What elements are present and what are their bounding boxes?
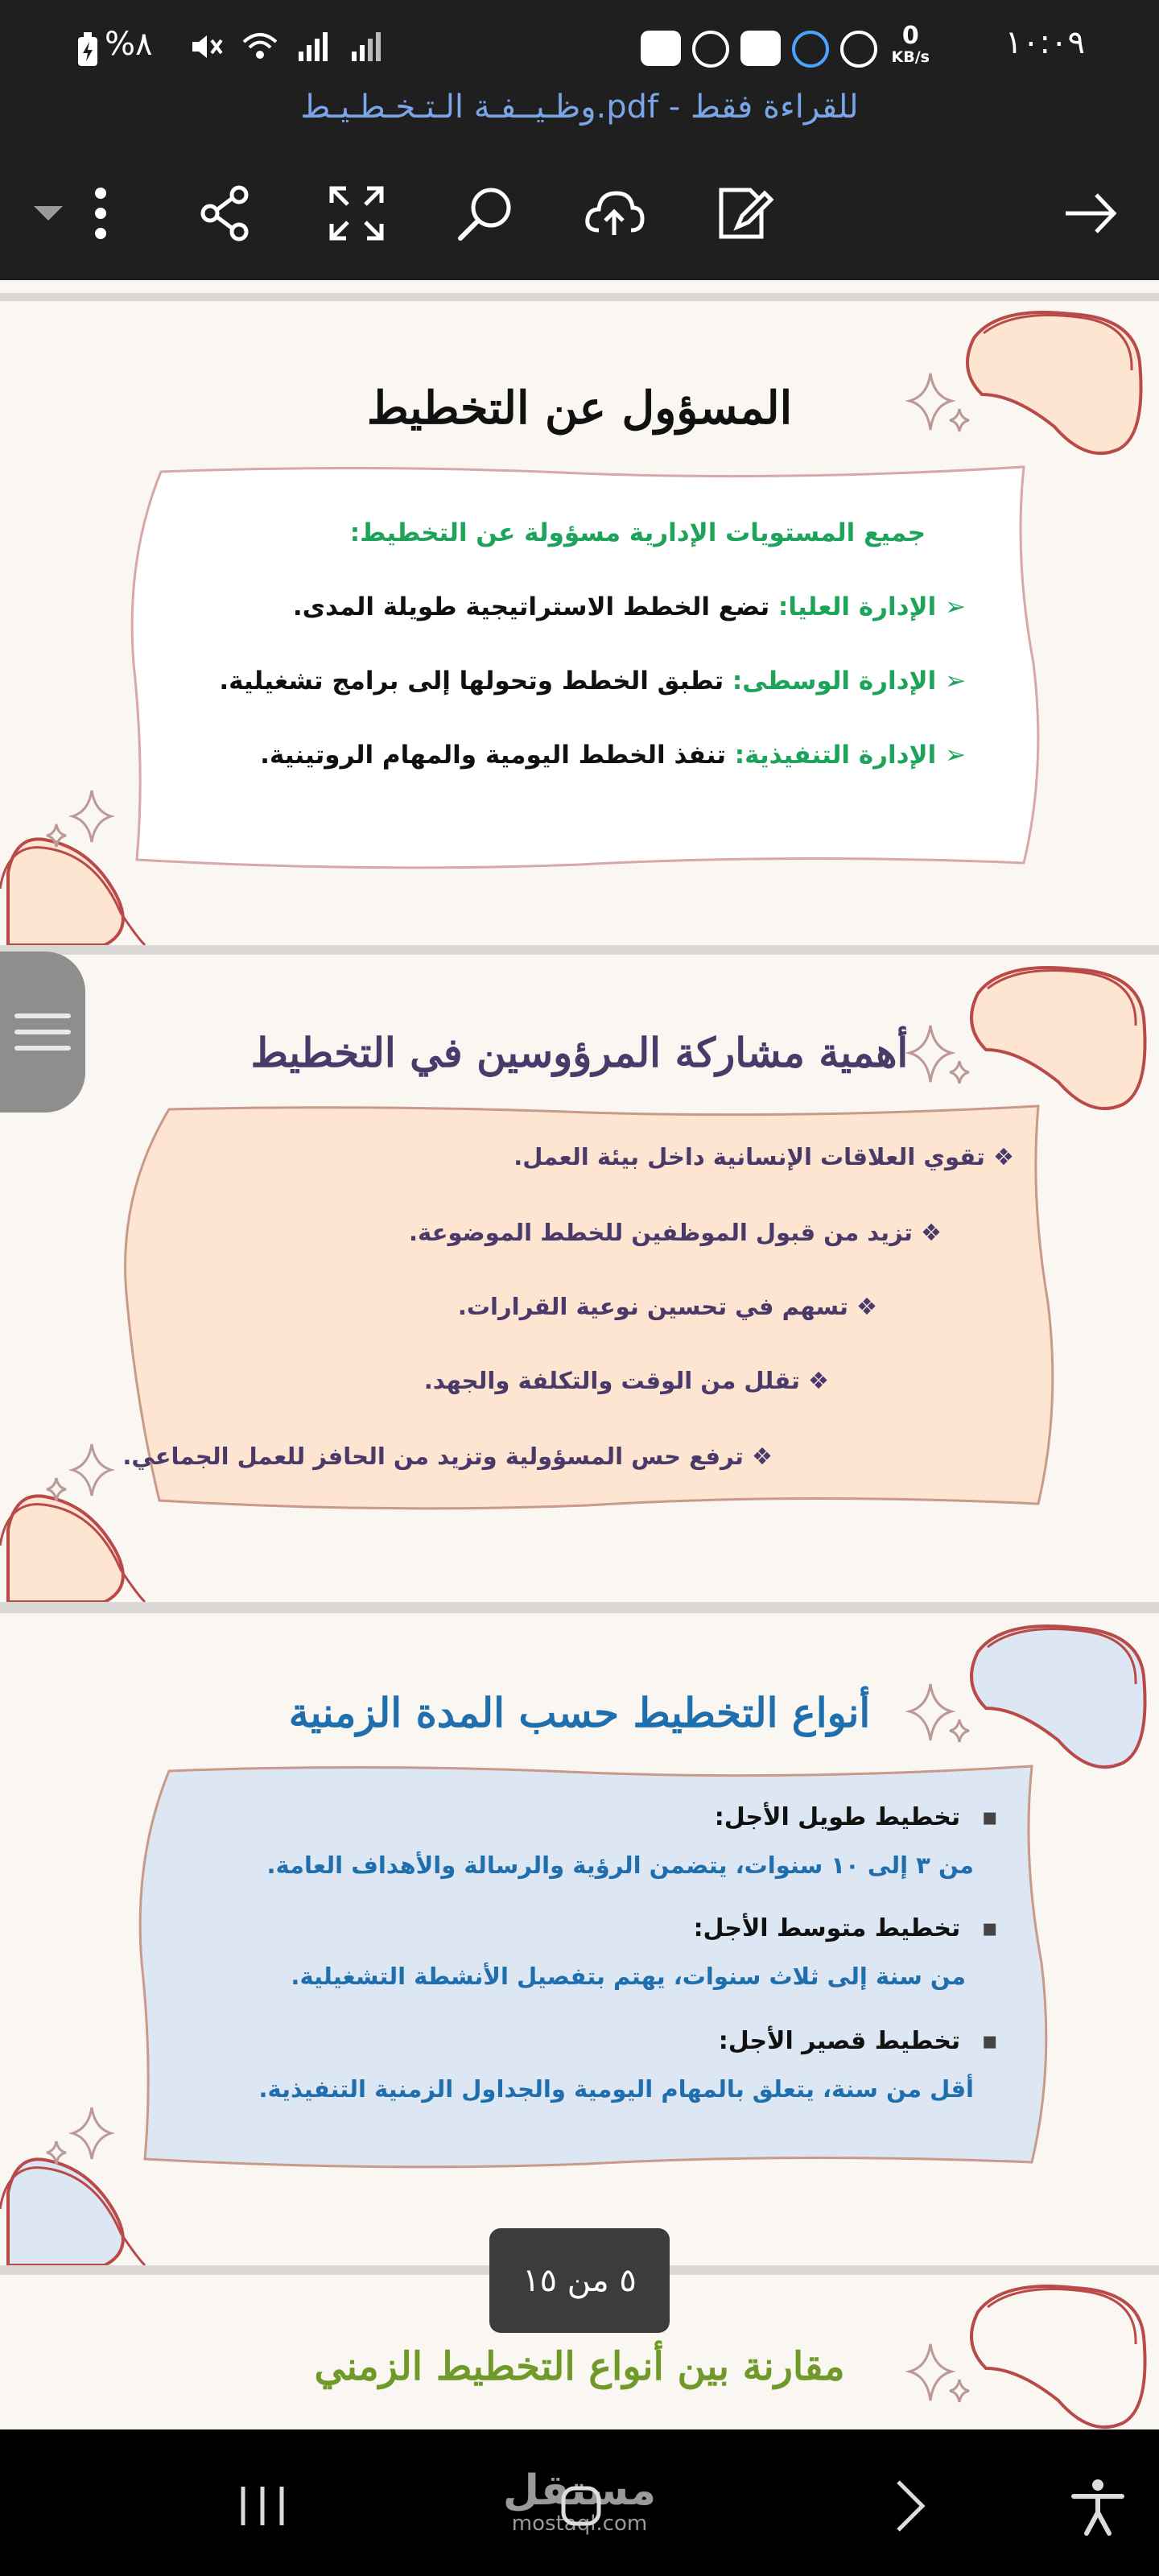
net-speed xyxy=(892,24,930,66)
bullet-diamond: ❖ xyxy=(752,1443,773,1470)
slide-title: مقارنة بين أنواع التخطيط الزمني xyxy=(314,2344,845,2389)
slide-title: المسؤول عن التخطيط xyxy=(366,382,793,435)
page-subordinates-participation xyxy=(0,955,1159,1602)
battery-charging-icon xyxy=(76,32,99,68)
net-speed-value: 0 xyxy=(901,22,919,50)
heading-text: تخطيط قصير الأجل: xyxy=(718,2027,961,2055)
notification-icons xyxy=(641,31,877,68)
fullscreen-icon xyxy=(325,182,388,245)
search-button[interactable] xyxy=(449,177,522,250)
bullet-square: ▪ xyxy=(981,1914,998,1942)
page-responsible-for-planning xyxy=(0,301,1159,945)
imo-icon xyxy=(792,31,829,68)
system-navigation-bar xyxy=(0,2429,1159,2576)
item-text: تقلل من الوقت والتكلفة والجهد. xyxy=(423,1367,800,1394)
item-text: ترفع حس المسؤولية وتزيد من الحافز للعمل الجماعي. xyxy=(122,1443,744,1470)
sparkle-icon xyxy=(32,784,121,865)
fullscreen-button[interactable] xyxy=(320,177,393,250)
status-bar xyxy=(0,0,1159,89)
edit-button[interactable] xyxy=(708,177,781,250)
signal-1-icon xyxy=(349,31,384,63)
clock: ١٠:٠٩ xyxy=(1004,24,1085,61)
bullet-square: ▪ xyxy=(981,2027,998,2055)
page-planning-types-by-duration xyxy=(0,1613,1159,2265)
download-2-icon xyxy=(840,31,877,68)
youtube-icon xyxy=(641,31,681,66)
more-icon xyxy=(69,182,132,245)
item-label: الإدارة العليا: xyxy=(777,592,937,621)
wifi-icon xyxy=(242,31,278,63)
nav-back-button[interactable] xyxy=(869,2466,950,2546)
item-text: تنفذ الخطط اليومية والمهام الروتينية. xyxy=(260,741,726,770)
list-item xyxy=(260,741,966,770)
gallery-icon xyxy=(740,31,781,66)
slide-title: أهمية مشاركة المرؤوسين في التخطيط xyxy=(250,1029,909,1076)
handle-line xyxy=(14,1030,71,1034)
item-text: تزيد من قبول الموظفين للخطط الموضوعة. xyxy=(409,1219,913,1246)
item-label: الإدارة الوسطى: xyxy=(732,667,937,696)
content-card xyxy=(129,462,1046,873)
list-item xyxy=(409,1219,942,1246)
cloud-upload-icon xyxy=(583,182,645,245)
item-text: تقوي العلاقات الإنسانية داخل بيئة العمل. xyxy=(514,1143,985,1170)
accessibility-icon xyxy=(1066,2474,1130,2538)
item-text: تضع الخطط الاستراتيجية طويلة المدى. xyxy=(292,592,770,621)
signal-2-icon xyxy=(295,31,331,63)
home-button[interactable] xyxy=(541,2466,621,2546)
page-indicator: ٥ من ١٥ xyxy=(489,2228,670,2333)
chevron-right-icon xyxy=(877,2474,942,2538)
mute-icon xyxy=(189,31,225,63)
list-item xyxy=(424,1367,829,1394)
handle-line xyxy=(14,1013,71,1018)
bullet-diamond: ❖ xyxy=(856,1293,877,1320)
download-icon xyxy=(692,31,729,68)
status-icons-left xyxy=(189,31,384,63)
bullet-arrow: ➢ xyxy=(945,592,966,621)
item-text: تسهم في تحسين نوعية القرارات. xyxy=(457,1293,848,1320)
previous-page xyxy=(0,280,1159,293)
more-button[interactable] xyxy=(64,177,137,250)
content-card xyxy=(121,1101,1054,1513)
item-label: الإدارة التنفيذية: xyxy=(734,741,937,770)
share-icon xyxy=(194,182,257,245)
content-card xyxy=(137,1761,1054,2172)
type-heading xyxy=(715,1803,998,1831)
intro-text: جميع المستويات الإدارية مسؤولة عن التخطيط: xyxy=(349,518,926,547)
list-item xyxy=(293,592,966,621)
search-icon xyxy=(454,182,517,245)
battery-percent: %٨ xyxy=(105,26,153,63)
watermark-url: mostaql.com xyxy=(511,2512,648,2536)
sparkle-icon xyxy=(32,1438,121,1518)
handle-line xyxy=(14,1046,71,1051)
bullet-diamond: ❖ xyxy=(993,1143,1014,1170)
heading-text: تخطيط متوسط الأجل: xyxy=(693,1914,961,1942)
type-description: من ٣ إلى ١٠ سنوات، يتضمن الرؤية والرسالة والأهداف العامة. xyxy=(266,1852,974,1879)
recent-apps-icon xyxy=(230,2474,295,2538)
bullet-diamond: ❖ xyxy=(921,1219,942,1246)
pdf-viewer[interactable] xyxy=(0,280,1159,2429)
recent-apps-button[interactable] xyxy=(222,2466,303,2546)
bullet-diamond: ❖ xyxy=(808,1367,829,1394)
list-item xyxy=(122,1443,773,1470)
file-title: وظـيــفـة الـتـخـطـيـط.pdf - للقراءة فقط xyxy=(300,89,859,126)
type-heading xyxy=(694,1914,998,1942)
accessibility-button[interactable] xyxy=(1058,2466,1138,2546)
back-button[interactable] xyxy=(1054,177,1127,250)
home-icon xyxy=(549,2474,613,2538)
watermark-text: مستقل xyxy=(502,2467,657,2515)
bullet-arrow: ➢ xyxy=(945,667,966,696)
bullet-arrow: ➢ xyxy=(945,741,966,770)
list-item xyxy=(219,667,966,696)
type-heading xyxy=(719,2027,998,2055)
type-description: أقل من سنة، يتعلق بالمهام اليومية والجداول الزمنية التنفيذية. xyxy=(258,2075,974,2103)
upload-button[interactable] xyxy=(578,177,650,250)
list-item xyxy=(514,1143,1014,1170)
side-panel-handle[interactable] xyxy=(0,952,85,1113)
list-item xyxy=(458,1293,877,1320)
slide-title: أنواع التخطيط حسب المدة الزمنية xyxy=(288,1689,871,1736)
net-speed-unit: KB/s xyxy=(891,48,930,66)
sparkle-icon xyxy=(32,2101,121,2182)
bullet-square: ▪ xyxy=(981,1803,998,1831)
heading-text: تخطيط طويل الأجل: xyxy=(714,1803,961,1831)
arrow-right-icon xyxy=(1059,182,1122,245)
type-description: من سنة إلى ثلاث سنوات، يهتم بتفصيل الأنشطة التشغيلية. xyxy=(291,1963,966,1990)
edit-icon xyxy=(713,182,776,245)
share-button[interactable] xyxy=(189,177,262,250)
item-text: تطبق الخطط وتحولها إلى برامج تشغيلية. xyxy=(219,667,724,696)
reader-toolbar xyxy=(0,153,1159,274)
